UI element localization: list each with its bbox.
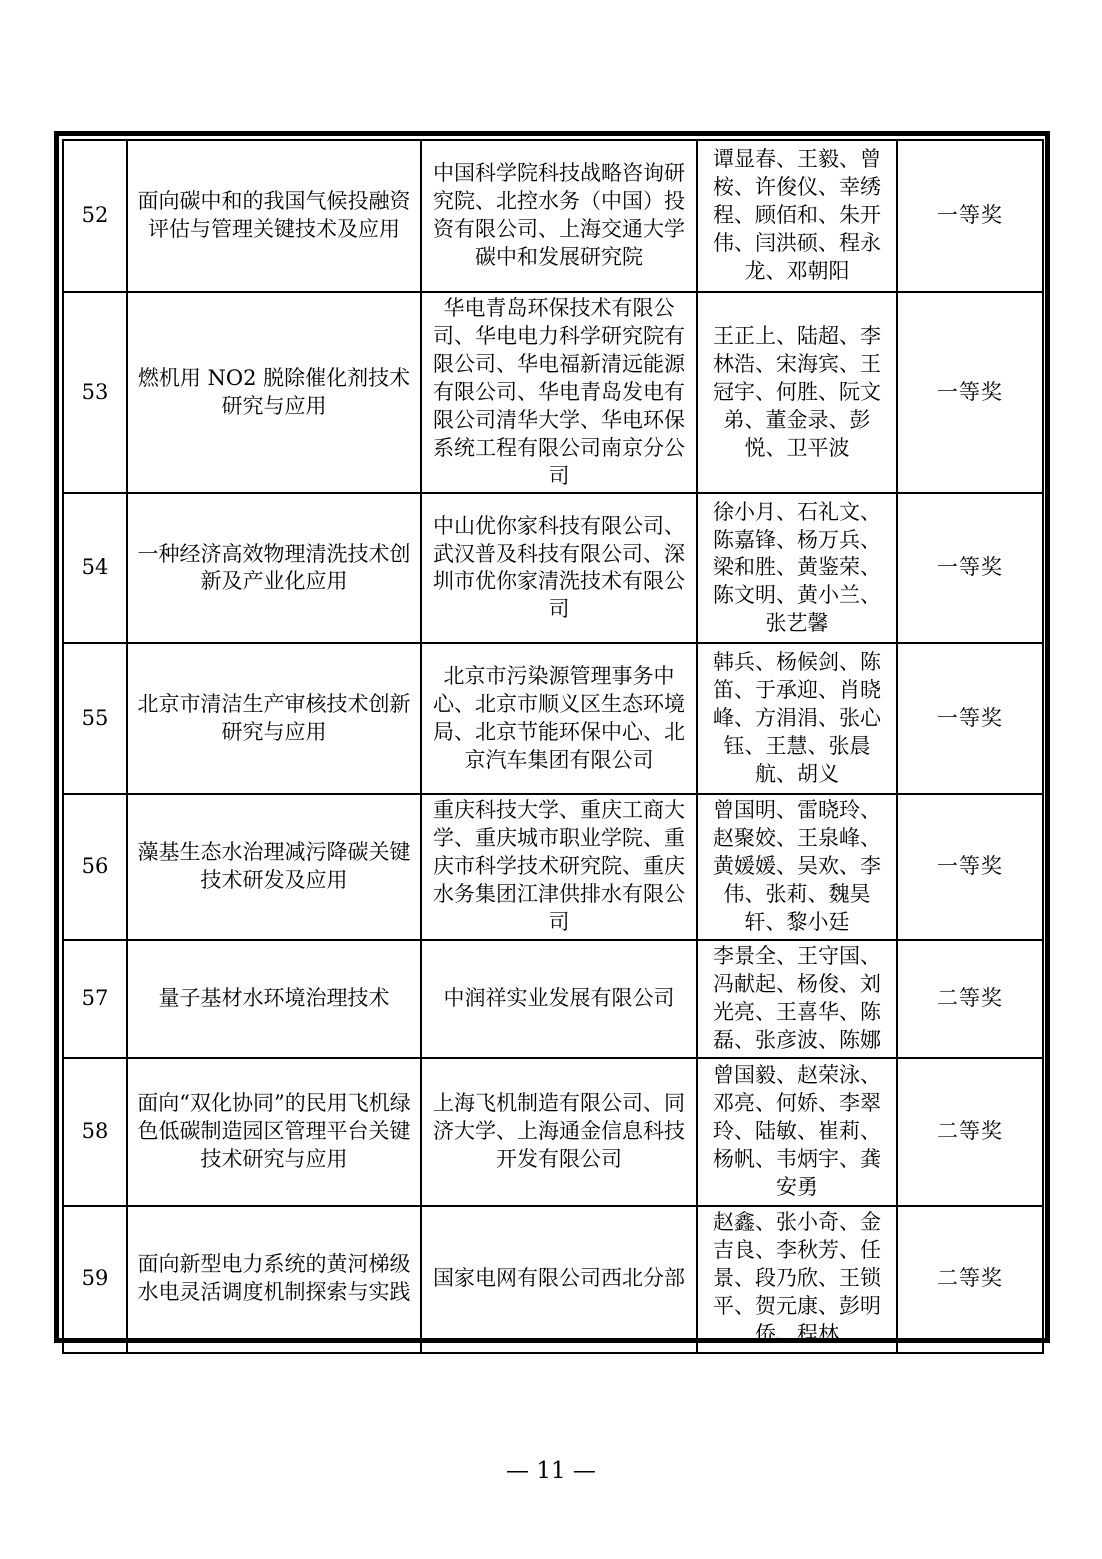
people-cell: 徐小月、石礼文、陈嘉锋、杨万兵、梁和胜、黄鉴荣、陈文明、黄小兰、张艺馨 bbox=[697, 493, 897, 643]
people-cell: 谭显春、王毅、曾桉、许俊仪、幸绣程、顾佰和、朱开伟、闫洪硕、程永龙、邓朝阳 bbox=[697, 140, 897, 292]
serial-cell: 59 bbox=[63, 1206, 127, 1353]
serial-cell: 57 bbox=[63, 940, 127, 1058]
project-title-cell: 北京市清洁生产审核技术创新研究与应用 bbox=[127, 643, 421, 794]
table-row bbox=[63, 1058, 1043, 1206]
organizations-cell: 国家电网有限公司西北分部 bbox=[421, 1206, 697, 1353]
serial-cell: 53 bbox=[63, 292, 127, 493]
people-cell: 韩兵、杨候剑、陈笛、于承迎、肖晓峰、方涓涓、张心钰、王慧、张晨航、胡义 bbox=[697, 643, 897, 794]
people-cell: 曾国明、雷晓玲、赵聚姣、王泉峰、黄媛媛、吴欢、李伟、张莉、魏昊轩、黎小廷 bbox=[697, 794, 897, 940]
award-level-cell: 一等奖 bbox=[897, 140, 1043, 292]
table-row bbox=[63, 292, 1043, 493]
people-cell: 赵鑫、张小奇、金吉良、李秋芳、任景、段乃欣、王锁平、贺元康、彭明侨、程林 bbox=[697, 1206, 897, 1353]
project-title-cell: 燃机用 NO2 脱除催化剂技术研究与应用 bbox=[127, 292, 421, 493]
award-level-cell: 一等奖 bbox=[897, 493, 1043, 643]
project-title-cell: 面向新型电力系统的黄河梯级水电灵活调度机制探索与实践 bbox=[127, 1206, 421, 1353]
project-title-cell: 藻基生态水治理减污降碳关键技术研发及应用 bbox=[127, 794, 421, 940]
organizations-cell: 中国科学院科技战略咨询研究院、北控水务（中国）投资有限公司、上海交通大学碳中和发展研究院 bbox=[421, 140, 697, 292]
organizations-cell: 华电青岛环保技术有限公司、华电电力科学研究院有限公司、华电福新清远能源有限公司、华电青岛发电有限公司清华大学、华电环保系统工程有限公司南京分公司 bbox=[421, 292, 697, 493]
award-level-cell: 二等奖 bbox=[897, 1206, 1043, 1353]
table-row bbox=[63, 643, 1043, 794]
serial-cell: 54 bbox=[63, 493, 127, 643]
people-cell: 曾国毅、赵荣泳、邓亮、何娇、李翠玲、陆敏、崔莉、杨帆、韦炳宇、龚安勇 bbox=[697, 1058, 897, 1206]
page-number: — 11 — bbox=[506, 1458, 596, 1484]
table-row bbox=[63, 1206, 1043, 1353]
project-title-cell: 面向碳中和的我国气候投融资评估与管理关键技术及应用 bbox=[127, 140, 421, 292]
project-title-cell: 量子基材水环境治理技术 bbox=[127, 940, 421, 1058]
organizations-cell: 上海飞机制造有限公司、同济大学、上海通金信息科技开发有限公司 bbox=[421, 1058, 697, 1206]
serial-cell: 55 bbox=[63, 643, 127, 794]
table-row bbox=[63, 493, 1043, 643]
serial-cell: 56 bbox=[63, 794, 127, 940]
organizations-cell: 重庆科技大学、重庆工商大学、重庆城市职业学院、重庆市科学技术研究院、重庆水务集团江津供排水有限公司 bbox=[421, 794, 697, 940]
table-row bbox=[63, 140, 1043, 292]
award-level-cell: 二等奖 bbox=[897, 1058, 1043, 1206]
organizations-cell: 中山优你家科技有限公司、武汉普及科技有限公司、深圳市优你家清洗技术有限公司 bbox=[421, 493, 697, 643]
award-level-cell: 一等奖 bbox=[897, 292, 1043, 493]
project-title-cell: 面向“双化协同”的民用飞机绿色低碳制造园区管理平台关键技术研究与应用 bbox=[127, 1058, 421, 1206]
award-table-frame bbox=[54, 131, 1050, 1347]
serial-cell: 58 bbox=[63, 1058, 127, 1206]
people-cell: 王正上、陆超、李林浩、宋海宾、王冠宇、何胜、阮文弟、董金录、彭悦、卫平波 bbox=[697, 292, 897, 493]
award-level-cell: 一等奖 bbox=[897, 794, 1043, 940]
award-level-cell: 一等奖 bbox=[897, 643, 1043, 794]
award-table bbox=[62, 139, 1044, 1354]
project-title-cell: 一种经济高效物理清洗技术创新及产业化应用 bbox=[127, 493, 421, 643]
people-cell: 李景全、王守国、冯献起、杨俊、刘光亮、王喜华、陈磊、张彦波、陈娜 bbox=[697, 940, 897, 1058]
organizations-cell: 北京市污染源管理事务中心、北京市顺义区生态环境局、北京节能环保中心、北京汽车集团有限公司 bbox=[421, 643, 697, 794]
serial-cell: 52 bbox=[63, 140, 127, 292]
table-row bbox=[63, 794, 1043, 940]
organizations-cell: 中润祥实业发展有限公司 bbox=[421, 940, 697, 1058]
award-level-cell: 二等奖 bbox=[897, 940, 1043, 1058]
table-row bbox=[63, 940, 1043, 1058]
